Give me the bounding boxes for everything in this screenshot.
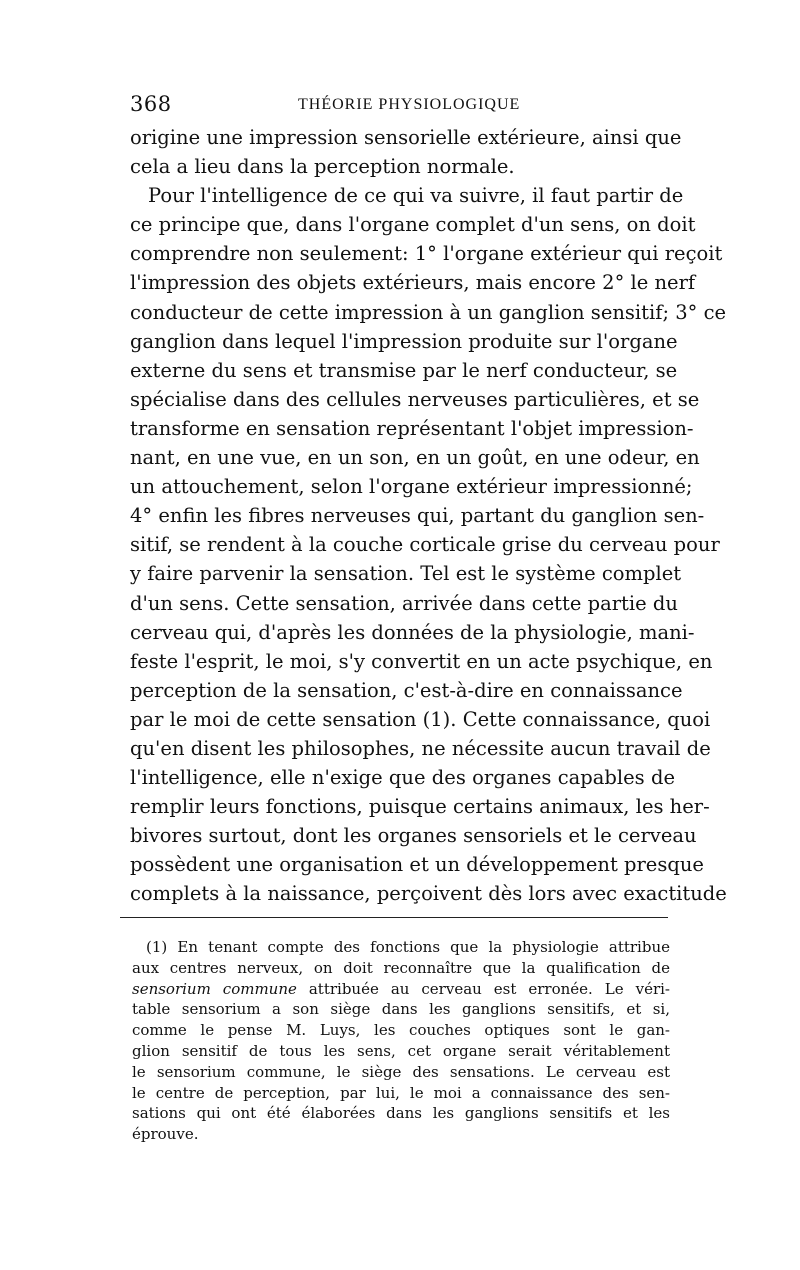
footnote-italic-term: sensorium commune bbox=[132, 979, 297, 998]
text-line: conducteur de cette impression à un ganglion sensitif; 3° ce bbox=[130, 300, 727, 324]
footnote-line: aux centres nerveux, on doit reconnaître que la qualification de bbox=[132, 958, 670, 977]
text-line: perception de la sensation, c'est-à-dire en connaissance bbox=[130, 678, 683, 702]
text-line: l'intelligence, elle n'exige que des organes capables de bbox=[130, 766, 675, 790]
text-line: complets à la naissance, perçoivent dès lors avec exactitude bbox=[130, 882, 727, 906]
footnote-separator bbox=[120, 917, 668, 918]
text-line: origine une impression sensorielle extérieure, ainsi que bbox=[130, 126, 682, 149]
text-line: spécialise dans des cellules nerveuses particulières, et se bbox=[130, 387, 700, 411]
text-line: d'un sens. Cette sensation, arrivée dans cette partie du bbox=[130, 591, 678, 615]
text-line: un attouchement, selon l'organe extérieur impressionné; bbox=[130, 475, 693, 499]
footnote-line: le sensorium commune, le siège des sensations. Le cerveau est bbox=[132, 1062, 670, 1081]
text-line: remplir leurs fonctions, puisque certains animaux, les her- bbox=[130, 795, 710, 819]
text-line: Pour l'intelligence de ce qui va suivre, il faut partir de bbox=[148, 184, 684, 208]
footnote bbox=[132, 937, 670, 1145]
text-line: par le moi de cette sensation (1). Cette connaissance, quoi bbox=[130, 707, 711, 731]
text-line: ce principe que, dans l'organe complet d'un sens, on doit bbox=[130, 213, 696, 237]
footnote-line: (1) En tenant compte des fonctions que la physiologie attribue bbox=[146, 938, 670, 956]
text-line: 4° enfin les fibres nerveuses qui, partant du ganglion sen- bbox=[130, 504, 705, 528]
text-line: nant, en une vue, en un son, en un goût, en une odeur, en bbox=[130, 446, 700, 470]
text-line: transforme en sensation représentant l'objet impression- bbox=[130, 416, 694, 440]
text-line: qu'en disent les philosophes, ne nécessite aucun travail de bbox=[130, 736, 711, 760]
running-head bbox=[130, 92, 675, 120]
footnote-line: le centre de perception, par lui, le moi a connaissance des sen- bbox=[132, 1083, 670, 1102]
text-line: bivores surtout, dont les organes sensoriels et le cerveau bbox=[130, 824, 697, 848]
footnote-line: sations qui ont été élaborées dans les ganglions sensitifs et les bbox=[132, 1104, 670, 1123]
text-line: y faire parvenir la sensation. Tel est le système complet bbox=[130, 562, 682, 586]
text-line: ganglion dans lequel l'impression produite sur l'organe bbox=[130, 329, 678, 353]
footnote-line bbox=[132, 979, 670, 1000]
page-number: 368 bbox=[130, 92, 172, 116]
footnote-line: table sensorium a son siège dans les ganglions sensitifs, et si, bbox=[132, 1000, 670, 1019]
main-text bbox=[130, 123, 727, 909]
text-line: cela a lieu dans la perception normale. bbox=[130, 155, 515, 179]
footnote-line: comme le pense M. Luys, les couches optiques sont le gan- bbox=[132, 1021, 670, 1040]
text-line: feste l'esprit, le moi, s'y convertit en un acte psychique, en bbox=[130, 649, 713, 673]
footnote-line-rest: attribuée au cerveau est erronée. Le véri- bbox=[296, 979, 670, 998]
text-line: cerveau qui, d'après les données de la physiologie, mani- bbox=[130, 620, 695, 644]
text-line: l'impression des objets extérieurs, mais encore 2° le nerf bbox=[130, 271, 696, 295]
text-line: possèdent une organisation et un développement presque bbox=[130, 853, 704, 877]
text-line: sitif, se rendent à la couche corticale grise du cerveau pour bbox=[130, 533, 720, 557]
footnote-line: éprouve. bbox=[132, 1125, 199, 1144]
footnote-line: glion sensitif de tous les sens, cet organe serait véritablement bbox=[132, 1041, 670, 1060]
text-line: comprendre non seulement: 1° l'organe extérieur qui reçoit bbox=[130, 242, 723, 266]
text-line: externe du sens et transmise par le nerf conducteur, se bbox=[130, 358, 678, 382]
running-title: THÉORIE PHYSIOLOGIQUE bbox=[298, 96, 521, 113]
